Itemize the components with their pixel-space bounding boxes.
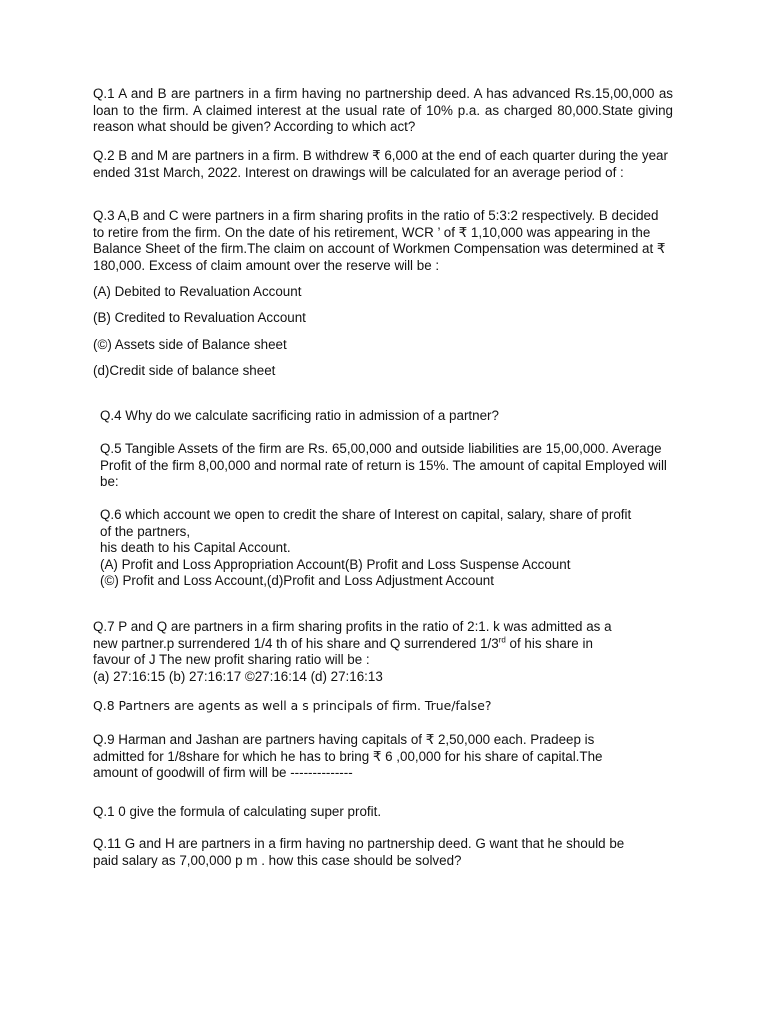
question-6 [100, 507, 675, 590]
question-9 [93, 732, 673, 782]
question-2: Q.2 B and M are partners in a firm. B withdrew ₹ 6,000 at the end of each quarter during the year ended 31st March, 2022. Interest on drawings will be calculated for an average period of : [93, 148, 668, 180]
question-7 [93, 619, 673, 685]
q6-line: his death to his Capital Account. [100, 540, 291, 555]
q7-superscript: rd [498, 635, 506, 645]
q7-line [93, 636, 673, 653]
q11-line: Q.11 G and H are partners in a firm having no partnership deed. G want that he should be [93, 836, 625, 851]
q3-option-d: (d)Credit side of balance sheet [93, 363, 276, 378]
q9-line: admitted for 1/8share for which he has to bring ₹ 6 ,00,000 for his share of capital.The [93, 748, 603, 764]
question-1: Q.1 A and B are partners in a firm having no partnership deed. A has advanced Rs.15,00,000 as loan to the firm. A claimed interest at the usual rate of 10% p.a. as charged 80,000.State giving reason what should be given? According to which act? [93, 86, 673, 134]
question-3: Q.3 A,B and C were partners in a firm sharing profits in the ratio of 5:3:2 respectively. B decided to retire from the firm. On the date of his retirement, WCR ’ of ₹ 1,10,000 was appearing in the Balance Sheet of the firm.The claim on account of Workmen Compensation was determined at ₹ 180,000. Excess of claim amount over the reserve will be : [93, 208, 666, 273]
question-5: Q.5 Tangible Assets of the firm are Rs. 65,00,000 and outside liabilities are 15,00,000. Average Profit of the firm 8,00,000 and normal rate of return is 15%. The amount of capital Employed will be: [100, 441, 667, 489]
question-11 [93, 836, 673, 869]
q7-text: of his share in [505, 635, 593, 651]
q6-line: of the partners, [100, 523, 191, 539]
q7-line: Q.7 P and Q are partners in a firm sharing profits in the ratio of 2:1. k was admitted as a [93, 619, 612, 634]
question-10: Q.1 0 give the formula of calculating super profit. [93, 804, 382, 819]
q9-line: amount of goodwill of firm will be -------------- [93, 765, 353, 780]
q3-option-b: (B) Credited to Revaluation Account [93, 310, 306, 325]
q6-option-line: (©) Profit and Loss Account,(d)Profit and Loss Adjustment Account [100, 573, 494, 588]
q7-text: new partner.p surrendered 1/4 th of his share and Q surrendered 1/3 [93, 635, 499, 651]
q9-line: Q.9 Harman and Jashan are partners having capitals of ₹ 2,50,000 each. Pradeep is [93, 732, 595, 747]
q3-option-c: (©) Assets side of Balance sheet [93, 337, 287, 352]
q3-option-a: (A) Debited to Revaluation Account [93, 284, 302, 299]
question-4: Q.4 Why do we calculate sacrificing ratio in admission of a partner? [100, 408, 499, 423]
question-8: Q.8 Partners are agents as well a s principals of firm. True/false? [93, 698, 492, 713]
q11-line: paid salary as 7,00,000 p m . how this case should be solved? [93, 852, 462, 868]
q6-option-line: (A) Profit and Loss Appropriation Account(B) Profit and Loss Suspense Account [100, 556, 571, 572]
q7-line: favour of J The new profit sharing ratio will be : [93, 652, 370, 667]
q7-options: (a) 27:16:15 (b) 27:16:17 ©27:16:14 (d) 27:16:13 [93, 668, 383, 684]
q6-line: Q.6 which account we open to credit the share of Interest on capital, salary, share of profit [100, 507, 632, 522]
